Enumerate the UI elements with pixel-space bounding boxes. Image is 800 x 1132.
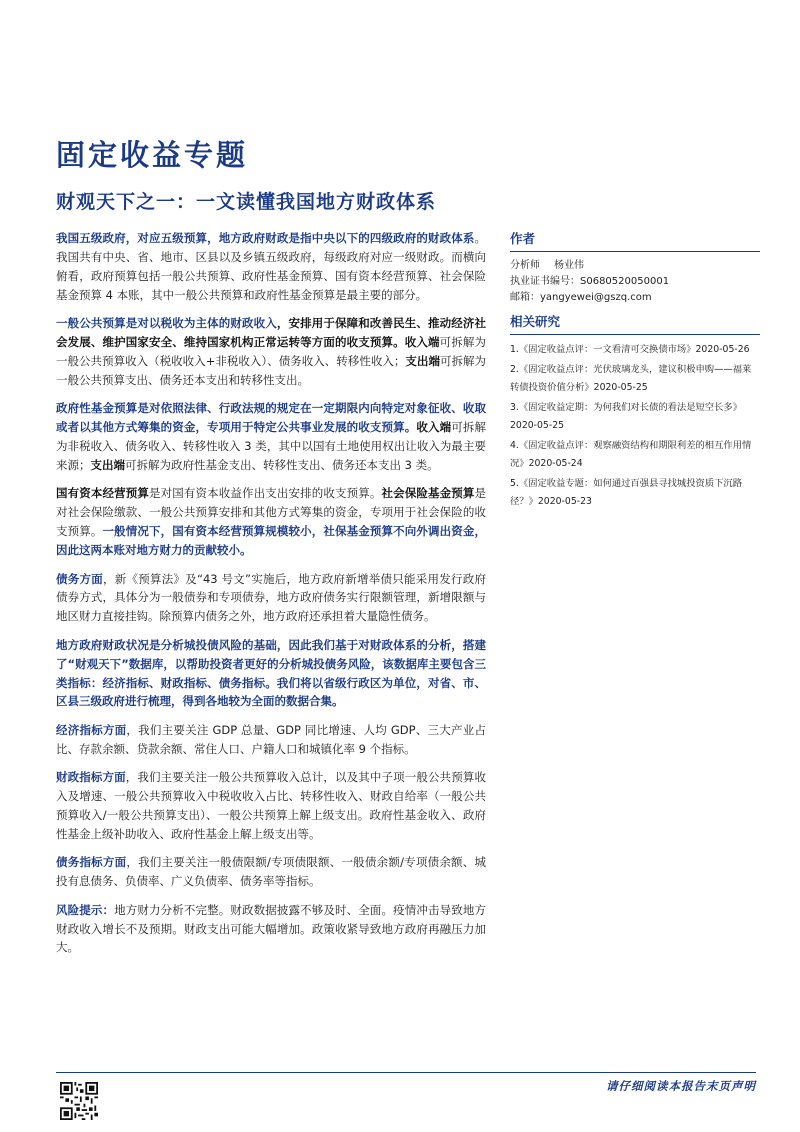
paragraph-fiscal-indicators (56, 768, 486, 844)
paragraph-emphasis: 收入端 (416, 420, 452, 435)
paragraph-lead: 风险提示： (56, 902, 115, 917)
research-item[interactable]: 4.《固定收益点评：观察融资结构和期限利差的相互作用情况》2020-05-24 (510, 440, 752, 469)
paragraph-general-budget (56, 314, 486, 390)
related-research-heading: 相关研究 (510, 312, 760, 335)
qr-code-icon (60, 1082, 98, 1120)
paragraph-emphasis: ，安排用于保障和改善民生、推动经济社会发展、维护国家安全、维持国家机构正常运转等方面的收支预算。 (56, 316, 486, 350)
research-item[interactable]: 2.《固定收益点评：光伏玻璃龙头，建议积极申购——福莱转债投资价值分析》2020-05-25 (510, 364, 752, 393)
paragraph-emphasis: 支出端 (90, 457, 125, 472)
paragraph-risk (56, 901, 486, 958)
paragraph-text: ，我们主要关注一般债限额/专项债限额、一般债余额/专项债余额、城投有息债务、负债率、广义负债率、债务率等指标。 (56, 855, 487, 889)
license-number: 执业证书编号：S0680520050001 (510, 276, 670, 287)
report-title: 财观天下之一：一文读懂我国地方财政体系 (56, 191, 437, 213)
paragraph-overview (56, 229, 486, 305)
paragraph-text: 。我国共有中央、省、地市、区县以及乡镇五级政府，每级政府对应一级财政。而横向俯看，政府预算包括一般公共预算、政府性基金预算、国有资本经营预算、社会保险基金预算 4 本账，其中一般公共预算和政府性基金预算是最主要的部分。 (56, 231, 486, 302)
paragraph-lead: 政府性基金预算是对依照法律、行政法规的规定在一定期限内向特定对象征收、收取或者以其他方式筹集的资金，专项用于特定公共事业发展的收支预算。 (56, 401, 486, 435)
paragraph-emphasis: 支出端 (405, 353, 440, 368)
paragraph-lead: 一般公共预算是对以税收为主体的财政收入 (56, 316, 277, 331)
footer-disclaimer: 请仔细阅读本报告末页声明 (606, 1079, 756, 1093)
research-item[interactable]: 1.《固定收益点评：一文看清可交换债市场》2020-05-26 (510, 344, 750, 355)
research-item[interactable]: 5.《固定收益专题：如何通过百强县寻找城投资质下沉路径？》2020-05-23 (510, 478, 742, 507)
paragraph-emphasis: 社会保险基金预算 (381, 486, 475, 501)
paragraph-text: 是对社会保险缴款、一般公共预算安排和其他方式筹集的资金，专项用于社会保险的收支预算。 (56, 486, 486, 539)
paragraph-text: ，我们主要关注 GDP 总量、GDP 同比增速、人均 GDP、三大产业占比、存款余额、贷款余额、常住人口、户籍人口和城镇化率 9 个指标。 (56, 722, 486, 756)
paragraph-lead: 地方政府财政状况是分析城投债风险的基础，因此我们基于对财政体系的分析，搭建了“财观天下”数据库，以帮助投资者更好的分析城投债务风险，该数据库主要包含三类指标：经济指标、财政指标、债务指标。我们将以省级行政区为单位，对省、市、区县三级政府进行梳理，得到各地较为全面的数据合集。 (56, 637, 486, 709)
paragraph-emphasis: 国有资本经营预算 (56, 486, 149, 501)
paragraph-text: 可拆解为一般公共预算支出、债务还本支出和转移性支出。 (56, 353, 487, 387)
paragraph-state-capital-budget (56, 484, 486, 560)
paragraph-debt (56, 570, 486, 627)
paragraph-lead: 债务指标方面 (56, 855, 127, 870)
paragraph-lead: 财政指标方面 (56, 770, 126, 785)
paragraph-text: 地方财力分析不完整。财政数据披露不够及时、全面。疫情冲击导致地方财政收入增长不及预期。财政支出可能大幅增加。政策收紧导致地方政府再融压力加大。 (56, 902, 486, 955)
research-item[interactable]: 3.《固定收益定期：为何我们对长债的看法是短空长多》2020-05-25 (510, 402, 742, 431)
paragraph-text: ，新《预算法》及“43 号文”实施后，地方政府新增举债只能采用发行政府债券方式，具体分为一般债券和专项债券，地方政府债务实行限额管理，新增限额与地区财力直接挂钩。除预算内债务之外，地方政府还承担着大量隐性债务。 (56, 571, 487, 624)
paragraph-text: 可拆解为非税收入、债务收入、转移性收入 3 类，其中以国有土地使用权出让收入为最主要来源； (56, 420, 486, 472)
paragraph-lead: 债务方面 (56, 571, 104, 586)
paragraph-text: ，我们主要关注一般公共预算收入总计，以及其中子项一般公共预算收入及增速、一般公共预算收入中税收收入占比、转移性收入、财政自给率（一般公共预算收入/一般公共预算支出）、一般公共预算上解上级支出。政府性基金收入、政府性基金上级补助收入、政府性基金上解上级支出等。 (56, 770, 486, 841)
main-content (56, 229, 486, 967)
author-heading: 作者 (510, 229, 760, 252)
paragraph-fund-budget (56, 399, 486, 475)
paragraph-economic-indicators (56, 721, 486, 759)
analyst-label: 分析师 (510, 260, 540, 271)
paragraph-text: 可拆解为政府性基金支出、转移性支出、债务还本支出 3 类。 (125, 457, 439, 472)
paragraph-lead: 经济指标方面 (56, 722, 127, 737)
paragraph-database (56, 636, 486, 712)
paragraph-text: 可拆解为一般公共预算收入（税收收入+非税收入）、债务收入、转移性收入； (56, 335, 486, 368)
related-research-list (510, 341, 760, 511)
author-email[interactable]: 邮箱：yangyewei@gszq.com (510, 292, 652, 303)
report-category-title: 固定收益专题 (56, 138, 249, 172)
paragraph-text: 是对国有资本收益作出支出安排的收支预算。 (149, 486, 382, 501)
paragraph-emphasis: 收入端 (404, 335, 440, 350)
footer-divider (56, 1072, 756, 1073)
analyst-name: 杨业伟 (554, 260, 584, 271)
paragraph-debt-indicators (56, 853, 486, 891)
analyst-row (510, 258, 760, 274)
paragraph-conclusion: 一般情况下，国有资本经营预算规模较小，社保基金预算不向外调出资金，因此这两本账对地方财力的贡献较小。 (56, 524, 486, 558)
paragraph-lead: 我国五级政府，对应五级预算，地方政府财政是指中央以下的四级政府的财政体系 (56, 231, 475, 245)
sidebar (510, 229, 760, 513)
